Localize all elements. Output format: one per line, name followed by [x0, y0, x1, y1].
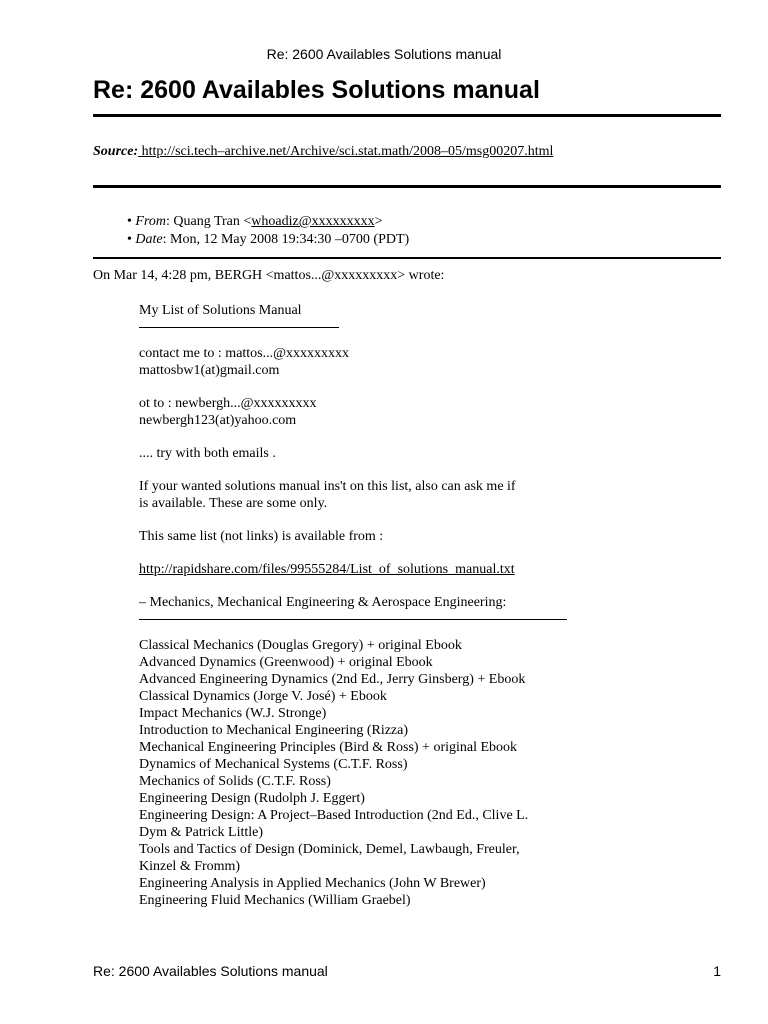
list-url-link[interactable]: http://rapidshare.com/files/99555284/List_of_solutions_manual.txt — [139, 562, 515, 577]
list-item: Advanced Dynamics (Greenwood) + original Ebook — [139, 655, 433, 670]
message-meta — [127, 213, 409, 249]
list-item: Mechanics of Solids (C.T.F. Ross) — [139, 774, 331, 789]
list-item: Mechanical Engineering Principles (Bird & Ross) + original Ebook — [139, 740, 518, 755]
list-url-line — [139, 561, 719, 578]
list-item: Classical Dynamics (Jorge V. José) + Ebook — [139, 689, 387, 704]
list-item: Engineering Design: A Project–Based Introduction (2nd Ed., Clive L. — [139, 808, 529, 823]
footer-title: Re: 2600 Availables Solutions manual — [93, 963, 328, 979]
list-item: Kinzel & Fromm) — [139, 859, 241, 874]
list-item: Engineering Analysis in Applied Mechanics (John W Brewer) — [139, 876, 486, 891]
list-item: Advanced Engineering Dynamics (2nd Ed., Jerry Ginsberg) + Ebook — [139, 672, 526, 687]
quote-intro: On Mar 14, 4:28 pm, BERGH <mattos...@xxxxxxxxx> wrote: — [93, 268, 445, 283]
source-divider — [93, 185, 721, 188]
contact-line: mattosbw1(at)gmail.com — [139, 363, 280, 378]
contact-line: contact me to : mattos...@xxxxxxxxx — [139, 346, 350, 361]
title-divider — [93, 114, 721, 117]
source-link[interactable]: http://sci.tech–archive.net/Archive/sci.stat.math/2008–05/msg00207.html — [138, 144, 554, 159]
page-title: Re: 2600 Availables Solutions manual — [93, 76, 540, 104]
source-line — [93, 144, 553, 160]
from-name: : Quang Tran < — [166, 214, 252, 229]
section-underline — [139, 611, 567, 620]
list-item: Dynamics of Mechanical Systems (C.T.F. Ross) — [139, 757, 408, 772]
from-label: From — [135, 214, 166, 229]
contact-block — [139, 345, 719, 379]
alt-contact-line: newbergh123(at)yahoo.com — [139, 413, 297, 428]
from-email-link[interactable]: whoadiz@xxxxxxxxx — [251, 214, 375, 229]
quoted-message — [139, 302, 719, 909]
list-item: Engineering Fluid Mechanics (William Graebel) — [139, 893, 411, 908]
section-heading: – Mechanics, Mechanical Engineering & Aerospace Engineering: — [139, 595, 507, 610]
alt-contact-line: ot to : newbergh...@xxxxxxxxx — [139, 396, 317, 411]
meta-from: • From: Quang Tran <whoadiz@xxxxxxxxx> — [127, 214, 383, 229]
ask-block — [139, 478, 719, 512]
list-item: Engineering Design (Rudolph J. Eggert) — [139, 791, 365, 806]
source-label: Source: — [93, 144, 139, 159]
ask-line: is available. These are some only. — [139, 496, 328, 511]
running-footer — [93, 963, 721, 979]
meta-divider — [93, 257, 721, 259]
book-list — [139, 637, 719, 909]
list-title: My List of Solutions Manual — [139, 303, 302, 318]
same-list-line: This same list (not links) is available from : — [139, 529, 384, 544]
date-label: Date — [135, 232, 163, 247]
list-item: Classical Mechanics (Douglas Gregory) + original Ebook — [139, 638, 462, 653]
list-item: Impact Mechanics (W.J. Stronge) — [139, 706, 327, 721]
running-header: Re: 2600 Availables Solutions manual — [266, 46, 502, 62]
meta-date: • Date: Mon, 12 May 2008 19:34:30 –0700 (PDT) — [127, 232, 410, 247]
title-underline — [139, 319, 339, 328]
list-item: Tools and Tactics of Design (Dominick, Demel, Lawbaugh, Freuler, — [139, 842, 520, 857]
page-number: 1 — [713, 963, 721, 979]
list-item: Introduction to Mechanical Engineering (Rizza) — [139, 723, 409, 738]
date-value: : Mon, 12 May 2008 19:34:30 –0700 (PDT) — [162, 232, 410, 247]
list-item: Dym & Patrick Little) — [139, 825, 264, 840]
try-both-line: .... try with both emails . — [139, 446, 276, 461]
alt-contact-block — [139, 395, 719, 429]
ask-line: If your wanted solutions manual ins't on this list, also can ask me if — [139, 479, 516, 494]
from-close: > — [374, 214, 383, 229]
